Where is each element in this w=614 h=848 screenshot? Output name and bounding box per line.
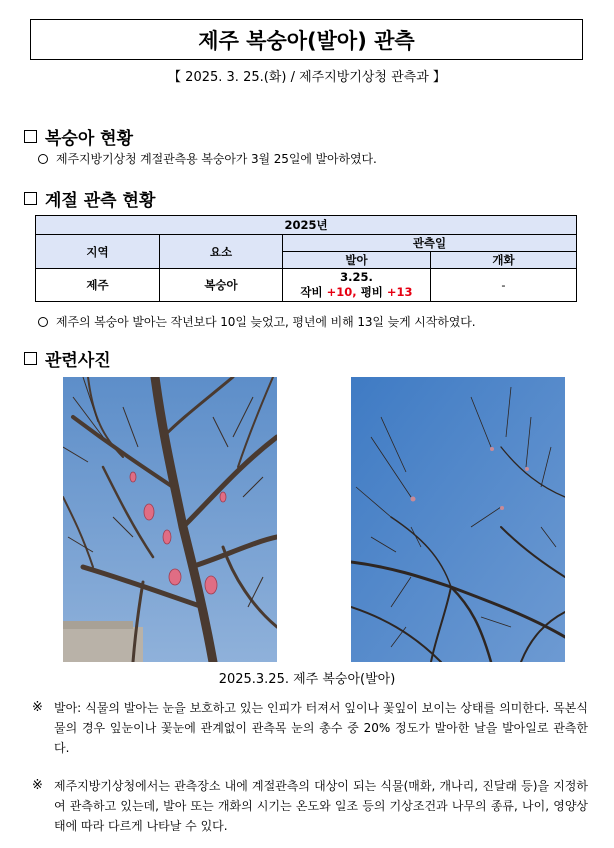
table-year-header: 2025년 — [36, 216, 577, 235]
section2-bullet: 제주의 복숭아 발아는 작년보다 10일 늦었고, 평년에 비해 13일 늦게 시작하였다. — [38, 313, 475, 330]
bud-date: 3.25. — [340, 270, 373, 284]
photo-peach-branches — [351, 377, 565, 662]
document-title: 제주 복숭아(발아) 관측 — [198, 28, 415, 53]
note-text: 제주지방기상청에서는 관측장소 내에 계절관측의 대상이 되는 식물(매화, 개나리, 진달래 등)을 지정하여 관측하고 있는데, 발아 또는 개화의 시기는 온도와 일조 등의 기상조건과 나무의 종류, 나이, 영양상태에 따라 다르게 나타날 수 있다. — [54, 779, 588, 833]
table-cell-element: 복숭아 — [160, 269, 283, 302]
square-bullet-icon — [24, 130, 37, 143]
note-text: 발아: 식물의 발아는 눈을 보호하고 있는 인피가 터져서 잎이나 꽃잎이 보이는 상태를 의미한다. 목본식물의 경우 잎눈이나 꽃눈에 관계없이 관측목 눈의 총수 중 20% 정도가 발아한 날을 발아일로 관측한다. — [54, 701, 588, 755]
table-col-element: 요소 — [160, 235, 283, 269]
document-title-box — [30, 19, 583, 60]
table-col-region: 지역 — [36, 235, 160, 269]
section-heading-status: 복숭아 현황 — [24, 124, 133, 149]
note-mark: ※ — [32, 700, 43, 715]
peach-tree-branches-image — [351, 377, 565, 662]
observation-table — [35, 215, 577, 302]
bud-comparison: 작비 +10, 평비 +13 — [300, 285, 413, 299]
section1-bullet: 제주지방기상청 계절관측용 복숭아가 3월 25일에 발아하였다. — [38, 150, 377, 167]
section-heading-photos: 관련사진 — [24, 346, 111, 371]
circle-bullet-icon — [38, 154, 48, 164]
square-bullet-icon — [24, 352, 37, 365]
note-bud-definition — [32, 698, 588, 758]
table-col-bud: 발아 — [283, 252, 431, 269]
square-bullet-icon — [24, 192, 37, 205]
vs-normal-value: +13 — [386, 285, 413, 299]
table-cell-bud — [283, 269, 431, 302]
table-cell-bloom: - — [431, 269, 577, 302]
section-heading-seasonal: 계절 관측 현황 — [24, 186, 155, 211]
note-mark: ※ — [32, 778, 43, 793]
photo-peach-buds — [63, 377, 277, 662]
photo-caption: 2025.3.25. 제주 복숭아(발아) — [218, 672, 396, 687]
table-row — [36, 269, 577, 302]
table-col-bloom: 개화 — [431, 252, 577, 269]
note-observation-info — [32, 776, 588, 836]
document-subtitle: 【 2025. 3. 25.(화) / 제주지방기상청 관측과 】 — [168, 70, 446, 85]
circle-bullet-icon — [38, 317, 48, 327]
table-cell-region: 제주 — [36, 269, 160, 302]
vs-last-year-value: +10, — [326, 285, 357, 299]
table-col-obs-day: 관측일 — [283, 235, 577, 252]
peach-tree-buds-image — [63, 377, 277, 662]
